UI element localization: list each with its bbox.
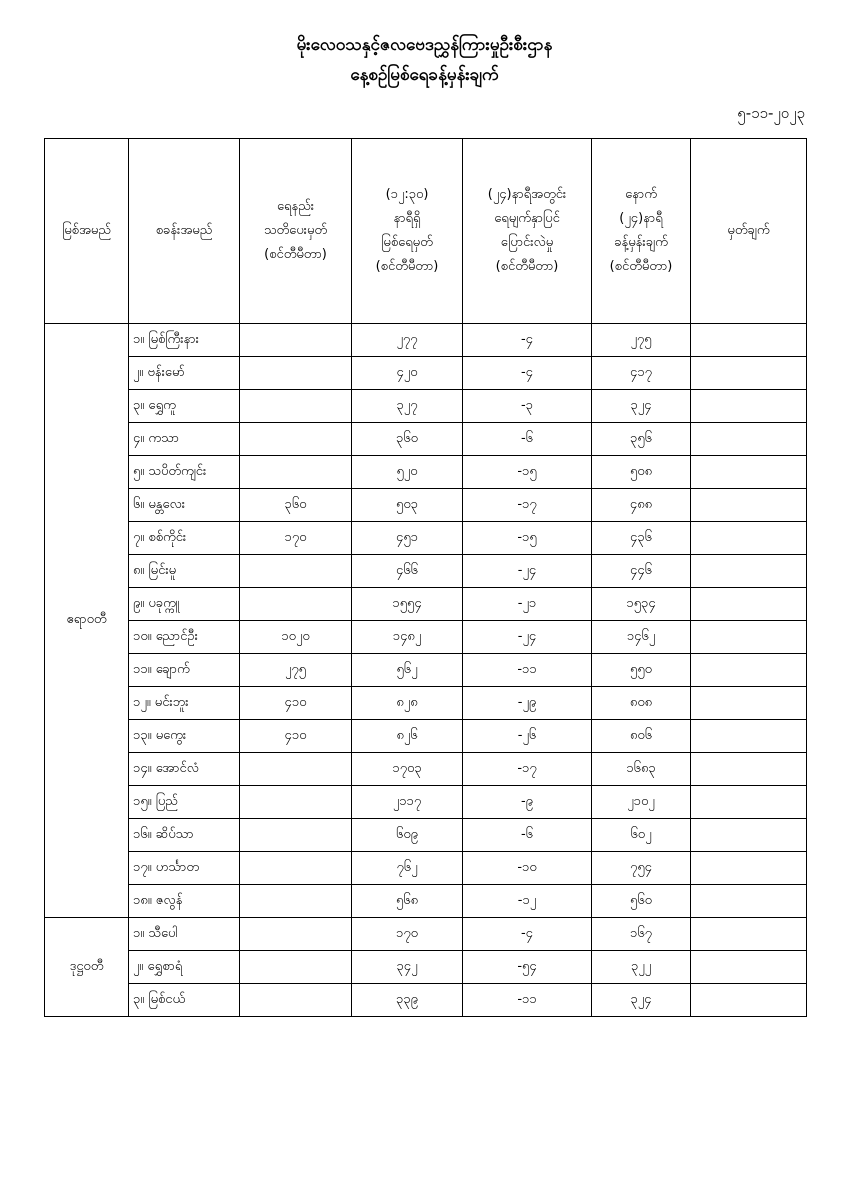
remark — [691, 786, 807, 819]
water-level: ၅၂၀ — [352, 456, 463, 489]
remark — [691, 423, 807, 456]
remark — [691, 390, 807, 423]
level-change: -၂၄ — [463, 555, 592, 588]
water-level: ၇၆၂ — [352, 852, 463, 885]
col-header-24h-change: (၂၄)နာရီအတွင်း ရေမျက်နှာပြင် ပြောင်းလဲမှု (စင်တီမီတာ) — [463, 139, 592, 324]
forecast-level: ၈၀၆ — [592, 720, 691, 753]
remark — [691, 621, 807, 654]
station-name: ၈။ မြင်းမူ — [129, 555, 240, 588]
station-name: ၃။ မြစ်ငယ် — [129, 984, 240, 1017]
water-level: ၃၃၉ — [352, 984, 463, 1017]
water-level: ၁၄၈၂ — [352, 621, 463, 654]
level-change: -၆ — [463, 819, 592, 852]
report-title: နေ့စဉ်မြစ်ရေခန့်မှန်းချက် — [350, 65, 499, 85]
forecast-level: ၂၁၀၂ — [592, 786, 691, 819]
station-name: ၁၅။ ပြည် — [129, 786, 240, 819]
warning-level — [240, 324, 352, 357]
water-level: ၂၇၇ — [352, 324, 463, 357]
remark — [691, 357, 807, 390]
warning-level — [240, 786, 352, 819]
warning-level — [240, 588, 352, 621]
level-change: -၂၄ — [463, 621, 592, 654]
level-change: -၃ — [463, 390, 592, 423]
forecast-level: ၄၃၆ — [592, 522, 691, 555]
station-name: ၁၃။ မကွေး — [129, 720, 240, 753]
table-body — [45, 324, 807, 1017]
forecast-level: ၂၇၅ — [592, 324, 691, 357]
station-name: ၃။ ရွှေကူ — [129, 390, 240, 423]
forecast-level: ၃၂၂ — [592, 951, 691, 984]
table-row — [45, 654, 807, 687]
water-level: ၅၆၂ — [352, 654, 463, 687]
station-name: ၉။ ပခုက္ကူ — [129, 588, 240, 621]
warning-level: ၄၁၀ — [240, 720, 352, 753]
level-change: -၁၁ — [463, 984, 592, 1017]
forecast-level: ၁၆၈၃ — [592, 753, 691, 786]
warning-level: ၁၀၂၀ — [240, 621, 352, 654]
forecast-level: ၁၄၆၂ — [592, 621, 691, 654]
remark — [691, 918, 807, 951]
level-change: -၂၁ — [463, 588, 592, 621]
warning-level — [240, 984, 352, 1017]
level-change: -၂၉ — [463, 687, 592, 720]
remark — [691, 654, 807, 687]
table-row — [45, 951, 807, 984]
level-change: -၁၂ — [463, 885, 592, 918]
warning-level: ၁၇၀ — [240, 522, 352, 555]
water-level: ၃၄၂ — [352, 951, 463, 984]
table-row — [45, 621, 807, 654]
remark — [691, 555, 807, 588]
water-level: ၁၇၀၃ — [352, 753, 463, 786]
water-level: ၁၅၅၄ — [352, 588, 463, 621]
station-name: ၆။ မန္တလေး — [129, 489, 240, 522]
river-name: ဒုဋ္ဌဝတီ — [45, 918, 129, 1017]
remark — [691, 753, 807, 786]
table-header-row — [45, 139, 807, 324]
col-header-station: စခန်းအမည် — [129, 139, 240, 324]
table-row — [45, 819, 807, 852]
remark — [691, 951, 807, 984]
remark — [691, 885, 807, 918]
level-change: -၄ — [463, 918, 592, 951]
remark — [691, 720, 807, 753]
water-level: ၂၁၁၇ — [352, 786, 463, 819]
remark — [691, 456, 807, 489]
table-row — [45, 390, 807, 423]
station-name: ၄။ ကသာ — [129, 423, 240, 456]
warning-level — [240, 390, 352, 423]
remark — [691, 324, 807, 357]
table-row — [45, 489, 807, 522]
table-row — [45, 324, 807, 357]
table-row — [45, 786, 807, 819]
station-name: ၂။ ရွှေစာရံ — [129, 951, 240, 984]
water-level: ၄၂၀ — [352, 357, 463, 390]
station-name: ၇။ စစ်ကိုင်း — [129, 522, 240, 555]
warning-level — [240, 456, 352, 489]
department-title: မိုးလေဝသနှင့်ဇလဗေဒညွှန်ကြားမှုဦးစီးဌာန — [296, 35, 553, 55]
remark — [691, 522, 807, 555]
report-date: ၅-၁၁-၂၀၂၃ — [737, 104, 805, 122]
table-row — [45, 423, 807, 456]
warning-level: ၂၇၅ — [240, 654, 352, 687]
forecast-level: ၄၈၈ — [592, 489, 691, 522]
table-row — [45, 885, 807, 918]
col-header-warning-level: ရေနည်း သတိပေးမှတ် (စင်တီမီတာ) — [240, 139, 352, 324]
warning-level — [240, 852, 352, 885]
forecast-level: ၁၆၇ — [592, 918, 691, 951]
water-level: ၆၀၉ — [352, 819, 463, 852]
forecast-level: ၈၀၈ — [592, 687, 691, 720]
level-change: -၁၇ — [463, 489, 592, 522]
station-name: ၁၆။ ဆိပ်သာ — [129, 819, 240, 852]
forecast-level: ၁၅၃၄ — [592, 588, 691, 621]
level-change: -၄ — [463, 357, 592, 390]
remark — [691, 819, 807, 852]
table-row — [45, 753, 807, 786]
water-level: ၄၆၆ — [352, 555, 463, 588]
station-name: ၁၀။ ညောင်ဦး — [129, 621, 240, 654]
water-level: ၃၆၀ — [352, 423, 463, 456]
warning-level — [240, 918, 352, 951]
water-level: ၈၂၆ — [352, 720, 463, 753]
level-change: -၁၁ — [463, 654, 592, 687]
forecast-level: ၆၀၂ — [592, 819, 691, 852]
forecast-level: ၃၂၄ — [592, 984, 691, 1017]
level-change: -၅၄ — [463, 951, 592, 984]
table-row — [45, 522, 807, 555]
col-header-remark: မှတ်ချက် — [691, 139, 807, 324]
col-header-river: မြစ်အမည် — [45, 139, 129, 324]
remark — [691, 489, 807, 522]
forecast-level: ၅၀၈ — [592, 456, 691, 489]
remark — [691, 687, 807, 720]
forecast-level: ၅၅၀ — [592, 654, 691, 687]
river-forecast-table — [44, 138, 807, 1017]
water-level: ၁၇၀ — [352, 918, 463, 951]
level-change: -၉ — [463, 786, 592, 819]
station-name: ၁၁။ ချောက် — [129, 654, 240, 687]
station-name: ၁။ သီပေါ — [129, 918, 240, 951]
level-change: -၁၇ — [463, 753, 592, 786]
table-row — [45, 852, 807, 885]
station-name: ၁၄။ အောင်လံ — [129, 753, 240, 786]
level-change: -၁၅ — [463, 522, 592, 555]
station-name: ၂။ ဗန်းမော် — [129, 357, 240, 390]
table-row — [45, 357, 807, 390]
forecast-level: ၃၂၄ — [592, 390, 691, 423]
warning-level — [240, 753, 352, 786]
level-change: -၄ — [463, 324, 592, 357]
level-change: -၆ — [463, 423, 592, 456]
warning-level — [240, 951, 352, 984]
station-name: ၁။ မြစ်ကြီးနား — [129, 324, 240, 357]
col-header-forecast: နောက် (၂၄)နာရီ ခန့်မှန်းချက် (စင်တီမီတာ) — [592, 139, 691, 324]
water-level: ၈၂၈ — [352, 687, 463, 720]
forecast-level: ၃၅၆ — [592, 423, 691, 456]
table-row — [45, 456, 807, 489]
warning-level — [240, 357, 352, 390]
warning-level — [240, 885, 352, 918]
forecast-level: ၇၅၄ — [592, 852, 691, 885]
table-row — [45, 918, 807, 951]
water-level: ၅၀၃ — [352, 489, 463, 522]
level-change: -၂၆ — [463, 720, 592, 753]
table-row — [45, 720, 807, 753]
warning-level — [240, 819, 352, 852]
station-name: ၁၂။ မင်းဘူး — [129, 687, 240, 720]
remark — [691, 984, 807, 1017]
level-change: -၁၀ — [463, 852, 592, 885]
table-row — [45, 588, 807, 621]
level-change: -၁၅ — [463, 456, 592, 489]
forecast-level: ၄၄၆ — [592, 555, 691, 588]
table-row — [45, 555, 807, 588]
river-name: ဧရာဝတီ — [45, 324, 129, 918]
table-row — [45, 984, 807, 1017]
station-name: ၁၈။ ဇလွန် — [129, 885, 240, 918]
warning-level: ၃၆၀ — [240, 489, 352, 522]
remark — [691, 852, 807, 885]
warning-level — [240, 555, 352, 588]
water-level: ၃၂၇ — [352, 390, 463, 423]
warning-level — [240, 423, 352, 456]
station-name: ၁၇။ ဟင်္သာတ — [129, 852, 240, 885]
water-level: ၄၅၁ — [352, 522, 463, 555]
station-name: ၅။ သပိတ်ကျင်း — [129, 456, 240, 489]
remark — [691, 588, 807, 621]
forecast-level: ၅၆၀ — [592, 885, 691, 918]
col-header-water-level: (၁၂:၃၀) နာရီရှိ မြစ်ရေမှတ် (စင်တီမီတာ) — [352, 139, 463, 324]
water-level: ၅၆၈ — [352, 885, 463, 918]
forecast-level: ၄၁၇ — [592, 357, 691, 390]
warning-level: ၄၁၀ — [240, 687, 352, 720]
table-row — [45, 687, 807, 720]
